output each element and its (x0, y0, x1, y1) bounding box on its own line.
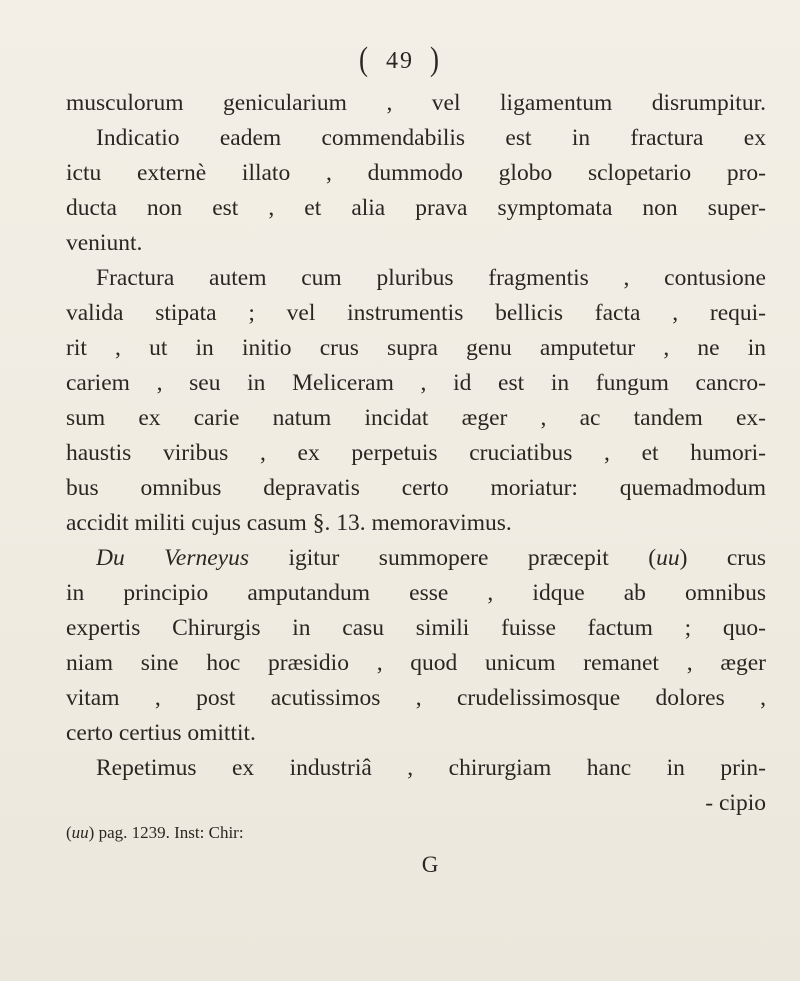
text-line: Repetimus ex industriâ , chirurgiam hanc in prin- (96, 755, 766, 781)
text-line: vitam , post acutissimos , crudelissimosque dolores , (66, 685, 766, 711)
text-line: expertis Chirurgis in casu simili fuisse factum ; quo- (66, 615, 766, 641)
text-line: certo certius omittit. (66, 720, 256, 746)
footnote: (uu) pag. 1239. Inst: Chir: (66, 823, 244, 842)
text-line: sum ex carie natum incidat æger , ac tandem ex- (66, 405, 766, 431)
catchword: - cipio (705, 790, 766, 816)
footnote-reference: uu (656, 545, 680, 571)
text-line: niam sine hoc præsidio , quod unicum remanet , æger (66, 650, 766, 676)
text-line: cariem , seu in Meliceram , id est in fungum cancro- (66, 370, 766, 396)
text-line: in principio amputandum esse , idque ab omnibus (66, 580, 766, 606)
text-line: ictu externè illato , dummodo globo sclopetario pro- (66, 160, 766, 186)
text-segment: igitur summopere præcepit ( (249, 545, 657, 571)
text-line: haustis viribus , ex perpetuis cruciatibus , et humori- (66, 440, 766, 466)
page-number: 49 (386, 48, 414, 74)
footnote-text: pag. 1239. Inst: Chir: (94, 823, 244, 842)
running-head (0, 40, 800, 78)
text-line: valida stipata ; vel instrumentis bellicis facta , requi- (66, 300, 766, 326)
text-line-verneyus (96, 541, 766, 575)
text-line: Indicatio eadem commendabilis est in fractura ex (96, 125, 766, 151)
text-segment: ) crus (679, 545, 766, 571)
text-line: Fractura autem cum pluribus fragmentis , contusione (96, 265, 766, 291)
text-line: rit , ut in initio crus supra genu amputetur , ne in (66, 335, 766, 361)
signature-mark: G (421, 852, 439, 877)
text-line: veniunt. (66, 230, 143, 256)
footnote-marker: uu (71, 823, 89, 842)
text-line: accidit militi cujus casum §. 13. memoravimus. (66, 510, 512, 536)
text-line: musculorum genicularium , vel ligamentum disrumpitur. (66, 90, 766, 116)
open-parenthesis: ( (359, 40, 370, 78)
author-name: Du Verneyus (96, 545, 249, 571)
text-line: bus omnibus depravatis certo moriatur: quemadmodum (66, 475, 766, 501)
text-line: ducta non est , et alia prava symptomata non super- (66, 195, 766, 221)
close-parenthesis: ) (430, 40, 441, 78)
